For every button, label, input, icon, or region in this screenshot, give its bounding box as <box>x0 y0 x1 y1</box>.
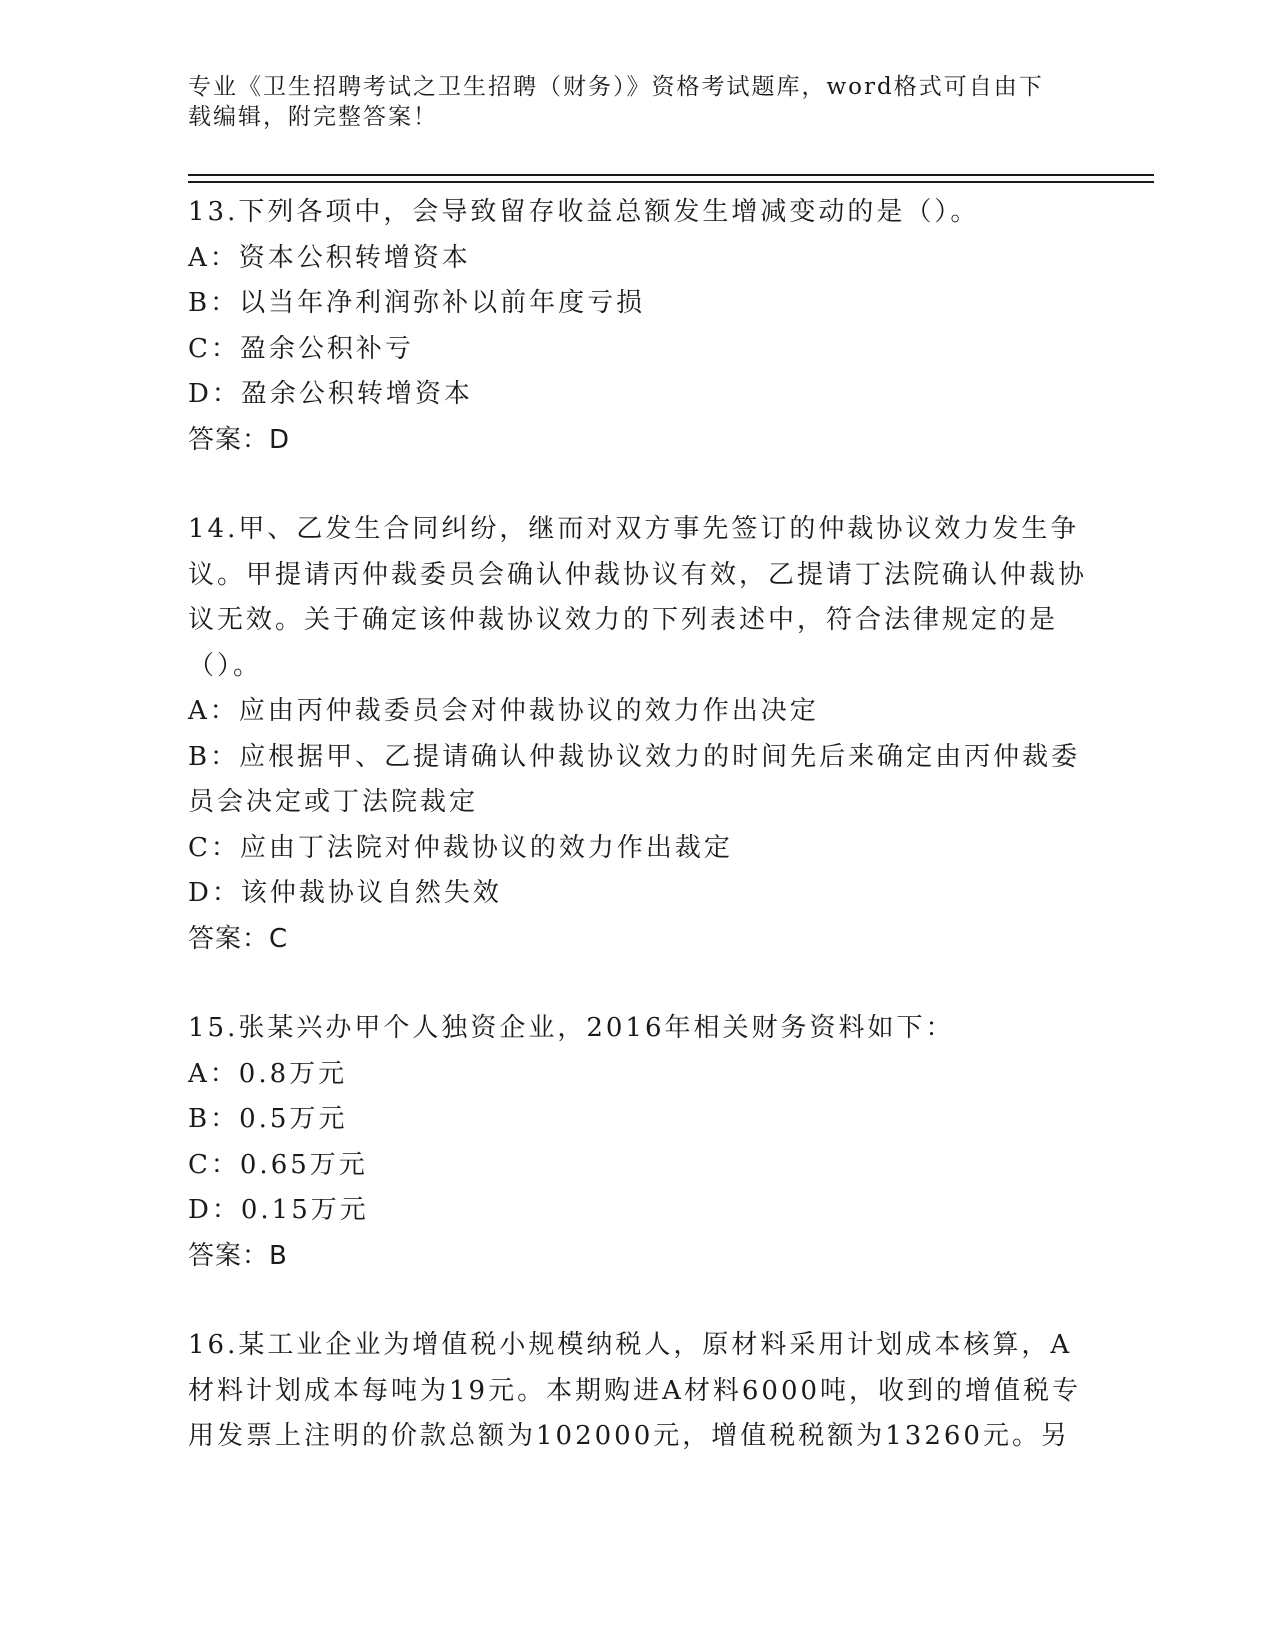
option-d: D：0.15万元 <box>188 1195 369 1225</box>
question-stem: 13.下列各项中，会导致留存收益总额发生增减变动的是（）。 <box>188 197 980 227</box>
option-d: D：该仲裁协议自然失效 <box>188 878 502 908</box>
question-15 <box>188 1006 1088 1279</box>
document-header: 专业《卫生招聘考试之卫生招聘（财务）》资格考试题库，word格式可自由下载编辑，附完整答案！ <box>188 74 1044 130</box>
answer-line: 答案：C <box>188 923 289 954</box>
option-c: C：0.65万元 <box>188 1149 368 1180</box>
question-13 <box>188 190 1088 463</box>
option-b: B：0.5万元 <box>188 1104 348 1134</box>
question-stem: 16.某工业企业为增值税小规模纳税人，原材料采用计划成本核算，A材料计划成本每吨为19元。本期购进A材料6000吨，收到的增值税专用发票上注明的价款总额为102000元，增值税税额为13260元。另 <box>188 1330 1082 1451</box>
option-a: A：0.8万元 <box>188 1058 348 1089</box>
option-b: B：应根据甲、乙提请确认仲裁协议效力的时间先后来确定由丙仲裁委员会决定或丁法院裁定 <box>188 741 1081 817</box>
question-stem: 15.张某兴办甲个人独资企业，2016年相关财务资料如下： <box>188 1013 955 1043</box>
answer-line: 答案：D <box>188 424 291 455</box>
header-divider-bottom <box>188 181 1154 183</box>
option-d: D：盈余公积转增资本 <box>188 379 473 409</box>
question-list <box>188 190 1088 1504</box>
option-c: C：应由丁法院对仲裁协议的效力作出裁定 <box>188 832 733 863</box>
question-14 <box>188 507 1088 962</box>
option-a: A：资本公积转增资本 <box>188 242 471 273</box>
answer-line: 答案：B <box>188 1240 288 1271</box>
option-c: C：盈余公积补亏 <box>188 333 414 364</box>
option-b: B：以当年净利润弥补以前年度亏损 <box>188 288 646 318</box>
question-stem: 14.甲、乙发生合同纠纷，继而对双方事先签订的仲裁协议效力发生争议。甲提请丙仲裁委员会确认仲裁协议有效，乙提请丁法院确认仲裁协议无效。关于确定该仲裁协议效力的下列表述中，符合法律规定的是（）。 <box>188 514 1088 681</box>
option-a: A：应由丙仲裁委员会对仲裁协议的效力作出决定 <box>188 696 819 726</box>
header-divider-top <box>188 174 1154 176</box>
question-16 <box>188 1323 1088 1460</box>
